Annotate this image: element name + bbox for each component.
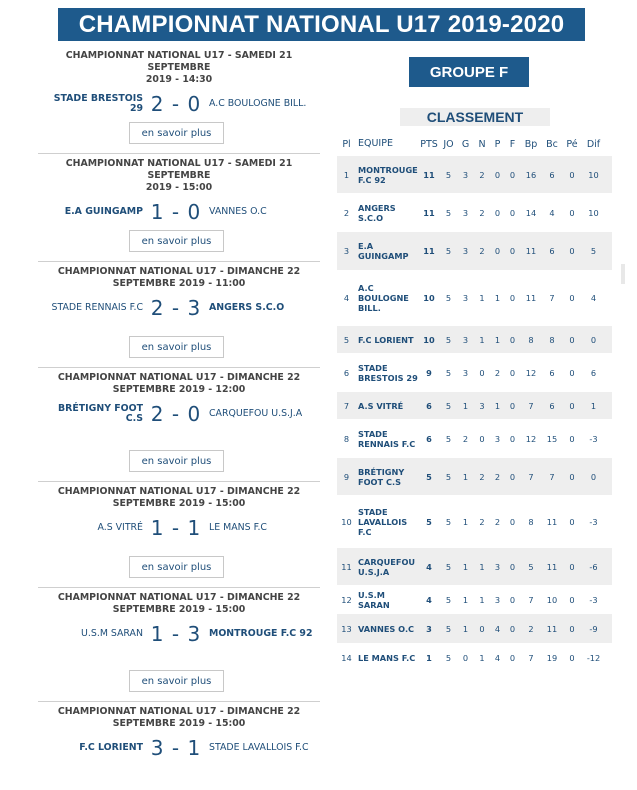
table-cell: 0 — [569, 594, 575, 605]
table-cell: 4 — [494, 652, 501, 663]
home-team: U.S.M SARAN — [81, 628, 143, 639]
table-cell: 4 — [590, 293, 597, 303]
score-row — [38, 195, 320, 229]
table-cell: 5 — [445, 367, 452, 378]
team-name-cell: VANNES O.C — [358, 623, 415, 634]
table-cell: 6 — [549, 169, 555, 180]
table-cell: 1 — [462, 471, 469, 482]
team-name-cell: E.A GUINGAMP — [358, 241, 409, 261]
score-row — [38, 87, 320, 121]
away-team: ANGERS S.C.O — [209, 302, 285, 313]
table-cell: 0 — [569, 367, 575, 378]
table-cell: 4 — [426, 594, 432, 605]
table-cell: -3 — [589, 594, 598, 605]
table-cell: 6 — [590, 367, 597, 378]
table-cell: 3 — [462, 169, 469, 180]
table-cell: 0 — [509, 561, 516, 572]
table-cell: 5 — [528, 561, 534, 572]
match-title: CHAMPIONNAT NATIONAL U17 - DIMANCHE 22 SEPTEMBRE 2019 - 15:00 — [57, 706, 301, 729]
more-info-button[interactable]: en savoir plus — [129, 556, 224, 578]
team-name-cell: A.S VITRÉ — [358, 400, 404, 411]
table-cell: 10 — [423, 334, 435, 345]
table-cell: 1 — [426, 652, 432, 663]
table-cell: 1 — [343, 169, 350, 180]
match-card — [38, 46, 320, 154]
table-cell: 5 — [445, 246, 452, 256]
score-row — [38, 291, 320, 325]
column-header: Pé — [566, 138, 578, 150]
home-team: E.A GUINGAMP — [64, 206, 143, 217]
standings-row — [337, 270, 612, 325]
table-cell: 6 — [549, 367, 555, 378]
more-info-button[interactable]: en savoir plus — [129, 336, 224, 358]
standings-row — [337, 353, 612, 391]
table-cell: 1 — [479, 561, 485, 572]
table-cell: 5 — [445, 652, 452, 663]
column-header: Pl — [342, 138, 351, 150]
table-cell: 0 — [569, 623, 575, 634]
column-header: G — [461, 138, 470, 150]
table-cell: 1 — [462, 400, 469, 411]
table-cell: 8 — [528, 334, 534, 345]
home-team: STADE RENNAIS F.C — [51, 302, 143, 313]
table-cell: 10 — [341, 516, 352, 527]
table-cell: 1 — [462, 516, 469, 527]
table-cell: 12 — [525, 433, 537, 444]
table-cell: 0 — [509, 471, 516, 482]
table-cell: 5 — [445, 594, 452, 605]
table-cell: 4 — [549, 207, 555, 218]
match-title: CHAMPIONNAT NATIONAL U17 - DIMANCHE 22 SEPTEMBRE 2019 - 15:00 — [57, 486, 301, 509]
away-team: LE MANS F.C — [209, 522, 267, 533]
table-cell: 0 — [509, 623, 516, 634]
table-cell: 0 — [569, 433, 575, 444]
table-cell: 2 — [479, 516, 485, 527]
table-cell: 7 — [528, 594, 534, 605]
column-header: Bp — [524, 138, 538, 150]
standings-body — [337, 155, 612, 671]
table-cell: 6 — [343, 367, 350, 378]
table-cell: 5 — [445, 207, 452, 218]
table-cell: 0 — [494, 246, 501, 256]
table-cell: 3 — [494, 433, 501, 444]
team-name-cell: A.C BOULOGNE BILL. — [358, 283, 409, 313]
table-cell: 6 — [426, 433, 432, 444]
table-cell: -3 — [589, 433, 598, 444]
standings-row — [337, 391, 612, 419]
standings-row — [337, 325, 612, 353]
home-team: A.S VITRÉ — [97, 522, 143, 533]
table-cell: 2 — [494, 367, 501, 378]
table-cell: 11 — [423, 207, 435, 218]
table-cell: -3 — [589, 516, 598, 527]
table-cell: 0 — [509, 207, 516, 218]
table-cell: 7 — [528, 471, 534, 482]
standings-row — [337, 585, 612, 613]
table-cell: 1 — [479, 334, 485, 345]
table-cell: 3 — [479, 400, 485, 411]
table-cell: 2 — [343, 207, 350, 218]
standings-title-text: CLASSEMENT — [426, 109, 524, 125]
column-header: N — [478, 138, 486, 150]
group-label — [409, 57, 529, 87]
table-cell: 0 — [590, 471, 597, 482]
table-cell: 4 — [426, 561, 432, 572]
home-team: BRÉTIGNY FOOT C.S — [58, 403, 143, 424]
table-cell: 14 — [525, 207, 537, 218]
table-cell: 0 — [569, 207, 575, 218]
table-cell: 0 — [509, 293, 516, 303]
table-cell: 8 — [528, 516, 534, 527]
table-cell: 0 — [509, 400, 516, 411]
standings-row — [337, 547, 612, 585]
table-cell: 0 — [509, 652, 516, 663]
table-cell: 2 — [479, 471, 485, 482]
table-cell: 3 — [494, 561, 501, 572]
away-team: MONTROUGE F.C 92 — [209, 628, 313, 639]
table-cell: 1 — [462, 594, 469, 605]
table-cell: 1 — [590, 400, 597, 411]
standings-header-row — [337, 133, 612, 155]
table-cell: 10 — [546, 594, 558, 605]
table-cell: 0 — [509, 367, 516, 378]
standings-row — [337, 643, 612, 671]
table-cell: 11 — [546, 561, 558, 572]
table-cell: 0 — [479, 623, 485, 634]
match-title: CHAMPIONNAT NATIONAL U17 - SAMEDI 21 SEPTEMBRE 2019 - 15:00 — [65, 158, 293, 193]
match-score: 2 - 3 — [150, 296, 202, 320]
table-cell: 7 — [528, 400, 534, 411]
match-card — [38, 702, 320, 790]
table-cell: 11 — [546, 623, 558, 634]
table-cell: 0 — [479, 367, 485, 378]
column-header: P — [494, 138, 501, 150]
table-cell: 1 — [462, 561, 469, 572]
match-card — [38, 368, 320, 482]
table-cell: 0 — [509, 246, 516, 256]
match-title: CHAMPIONNAT NATIONAL U17 - DIMANCHE 22 SEPTEMBRE 2019 - 15:00 — [57, 592, 301, 615]
score-row — [38, 731, 320, 765]
table-cell: 5 — [590, 246, 597, 256]
table-cell: 12 — [341, 594, 352, 605]
table-cell: 2 — [479, 169, 485, 180]
table-cell: 3 — [462, 367, 469, 378]
table-cell: 5 — [426, 471, 432, 482]
table-cell: 7 — [528, 652, 534, 663]
table-cell: 11 — [525, 246, 537, 256]
table-cell: 8 — [549, 334, 555, 345]
table-cell: 0 — [590, 334, 597, 345]
table-cell: 0 — [569, 471, 575, 482]
standings-row — [337, 419, 612, 457]
more-info-button[interactable]: en savoir plus — [129, 670, 224, 692]
table-cell: 2 — [494, 471, 501, 482]
table-cell: 2 — [462, 433, 469, 444]
table-cell: 11 — [341, 561, 352, 572]
match-score: 1 - 3 — [150, 622, 202, 646]
away-team: STADE LAVALLOIS F.C — [209, 742, 309, 753]
table-cell: 1 — [479, 293, 485, 303]
standings-row — [337, 495, 612, 547]
table-cell: 7 — [343, 400, 350, 411]
match-card — [38, 588, 320, 702]
match-list — [38, 46, 320, 790]
table-cell: 6 — [426, 400, 432, 411]
table-cell: 5 — [445, 433, 452, 444]
match-title: CHAMPIONNAT NATIONAL U17 - DIMANCHE 22 SEPTEMBRE 2019 - 11:00 — [57, 266, 301, 289]
standings-row — [337, 231, 612, 270]
table-cell: 13 — [341, 623, 352, 634]
table-cell: 0 — [509, 334, 516, 345]
column-header: PTS — [420, 138, 438, 150]
table-cell: 12 — [525, 367, 537, 378]
table-cell: 0 — [569, 293, 575, 303]
away-team: VANNES O.C — [209, 206, 267, 217]
table-cell: 0 — [569, 169, 575, 180]
table-cell: 0 — [479, 433, 485, 444]
table-cell: 0 — [509, 169, 516, 180]
standings-row — [337, 155, 612, 193]
team-name-cell: F.C LORIENT — [358, 334, 414, 345]
column-header: Dif — [586, 138, 601, 150]
table-cell: 3 — [462, 334, 469, 345]
table-cell: 11 — [423, 169, 435, 180]
table-cell: 2 — [479, 246, 485, 256]
table-cell: 1 — [494, 400, 501, 411]
column-header: Bc — [546, 138, 558, 150]
table-cell: 0 — [509, 594, 516, 605]
table-cell: 5 — [445, 169, 452, 180]
table-cell: 0 — [569, 561, 575, 572]
table-cell: 10 — [423, 293, 435, 303]
score-row — [38, 397, 320, 431]
table-cell: 1 — [494, 334, 501, 345]
home-team: STADE BRESTOIS 29 — [53, 93, 143, 114]
standings-row — [337, 457, 612, 495]
table-cell: 1 — [494, 293, 501, 303]
match-score: 3 - 1 — [150, 736, 202, 760]
table-cell: 2 — [494, 516, 501, 527]
table-cell: 5 — [445, 516, 452, 527]
table-cell: 0 — [462, 652, 469, 663]
team-name-cell: LE MANS F.C — [358, 652, 416, 663]
table-cell: 5 — [343, 334, 350, 345]
standings-row — [337, 613, 612, 643]
table-cell: 0 — [509, 433, 516, 444]
table-cell: 3 — [426, 623, 432, 634]
standings-row — [337, 193, 612, 231]
table-cell: 3 — [343, 246, 350, 256]
away-team: A.C BOULOGNE BILL. — [209, 98, 307, 109]
match-title: CHAMPIONNAT NATIONAL U17 - SAMEDI 21 SEPTEMBRE 2019 - 14:30 — [65, 50, 293, 85]
standings-table — [337, 133, 612, 671]
score-row — [38, 617, 320, 651]
table-cell: 15 — [546, 433, 558, 444]
table-cell: 3 — [494, 594, 501, 605]
table-cell: 3 — [462, 246, 469, 256]
match-card — [38, 154, 320, 262]
table-cell: 6 — [549, 246, 555, 256]
table-cell: 5 — [445, 293, 452, 303]
table-cell: 11 — [423, 246, 435, 256]
table-cell: 16 — [525, 169, 537, 180]
match-score: 1 - 1 — [150, 516, 202, 540]
table-cell: 0 — [569, 652, 575, 663]
table-cell: 0 — [494, 169, 501, 180]
match-title: CHAMPIONNAT NATIONAL U17 - DIMANCHE 22 SEPTEMBRE 2019 - 12:00 — [57, 372, 301, 395]
more-info-button[interactable]: en savoir plus — [129, 230, 224, 252]
table-cell: 7 — [549, 471, 555, 482]
home-team: F.C LORIENT — [79, 742, 143, 753]
table-cell: 0 — [569, 400, 575, 411]
table-cell: 5 — [445, 561, 452, 572]
team-name-cell: STADE BRESTOIS 29 — [358, 362, 418, 383]
table-cell: 1 — [479, 594, 485, 605]
table-cell: -9 — [589, 623, 598, 634]
table-cell: 11 — [546, 516, 558, 527]
column-header: F — [509, 138, 516, 150]
table-cell: 10 — [588, 169, 599, 180]
team-name-cell: ANGERS S.C.O — [358, 202, 396, 223]
table-cell: 0 — [569, 334, 575, 345]
table-cell: 5 — [445, 623, 452, 634]
match-score: 2 - 0 — [150, 92, 202, 116]
table-cell: 4 — [494, 623, 501, 634]
column-header: JO — [443, 138, 454, 150]
table-cell: 1 — [462, 623, 469, 634]
more-info-button[interactable]: en savoir plus — [129, 122, 224, 144]
table-cell: 14 — [341, 652, 352, 663]
table-cell: 0 — [509, 516, 516, 527]
table-cell: 9 — [426, 367, 432, 378]
table-cell: 10 — [588, 207, 599, 218]
page-title: CHAMPIONNAT NATIONAL U17 2019-2020 — [78, 10, 565, 38]
table-cell: 5 — [445, 400, 452, 411]
more-info-button[interactable]: en savoir plus — [129, 450, 224, 472]
scrollbar[interactable] — [621, 264, 625, 284]
table-cell: 7 — [549, 293, 555, 303]
column-header: EQUIPE — [358, 138, 393, 149]
team-name-cell: STADE RENNAIS F.C — [358, 428, 416, 449]
table-cell: 1 — [479, 652, 485, 663]
team-name-cell: BRÉTIGNY FOOT C.S — [358, 466, 405, 487]
match-score: 2 - 0 — [150, 402, 202, 426]
table-cell: 5 — [445, 471, 452, 482]
table-cell: 2 — [528, 623, 534, 634]
table-cell: 9 — [343, 471, 350, 482]
page-title-banner — [58, 8, 585, 41]
table-cell: 8 — [343, 433, 350, 444]
table-cell: 6 — [549, 400, 555, 411]
group-label-text: GROUPE F — [429, 63, 509, 81]
match-score: 1 - 0 — [150, 200, 202, 224]
table-cell: 5 — [445, 334, 452, 345]
standings-title — [400, 108, 550, 126]
table-cell: 11 — [525, 293, 537, 303]
match-card — [38, 482, 320, 588]
table-cell: 0 — [494, 207, 501, 218]
table-cell: 3 — [462, 293, 469, 303]
table-cell: 4 — [343, 293, 350, 303]
table-cell: 3 — [462, 207, 469, 218]
team-name-cell: MONTROUGE F.C 92 — [358, 164, 418, 185]
away-team: CARQUEFOU U.S.J.A — [209, 408, 303, 419]
table-cell: 2 — [479, 207, 485, 218]
table-cell: -6 — [589, 561, 598, 572]
match-card — [38, 262, 320, 368]
team-name-cell: CARQUEFOU U.S.J.A — [358, 556, 416, 577]
table-cell: 5 — [426, 516, 432, 527]
table-cell: 0 — [569, 516, 575, 527]
team-name-cell: STADE LAVALLOIS F.C — [358, 506, 408, 537]
score-row — [38, 511, 320, 545]
table-cell: 19 — [546, 652, 558, 663]
team-name-cell: U.S.M SARAN — [358, 589, 390, 610]
table-cell: -12 — [586, 652, 601, 663]
table-cell: 0 — [569, 246, 575, 256]
